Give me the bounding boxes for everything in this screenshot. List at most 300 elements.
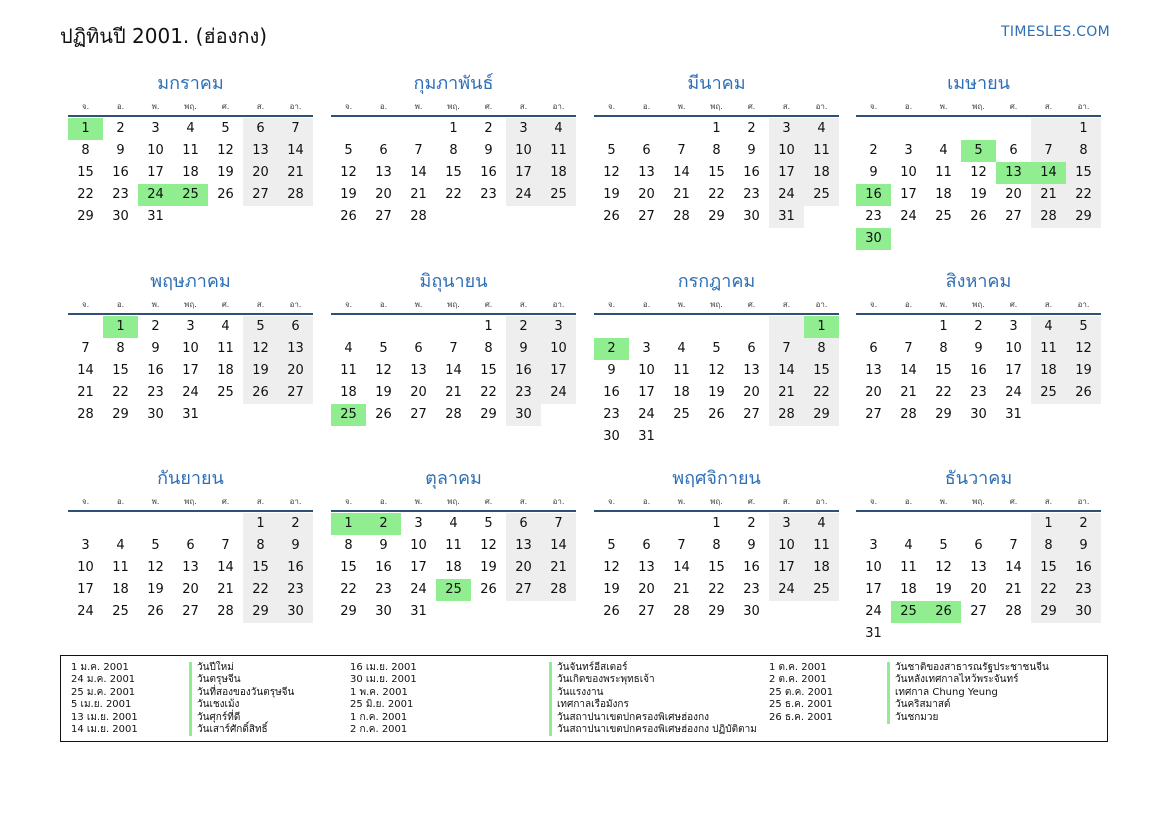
day-cell[interactable]: 14: [673, 165, 690, 180]
day-cell[interactable]: 25: [541, 184, 576, 206]
day-cell[interactable]: 5: [607, 143, 616, 158]
day-cell[interactable]: 28: [1005, 604, 1022, 619]
day-cell[interactable]: 23: [480, 187, 497, 202]
day-cell[interactable]: 10: [769, 140, 804, 162]
day-cell[interactable]: 7: [541, 513, 576, 535]
day-cell[interactable]: 23: [147, 385, 164, 400]
day-cell[interactable]: 3: [642, 341, 651, 356]
day-cell[interactable]: 20: [638, 582, 655, 597]
day-cell[interactable]: 4: [541, 118, 576, 140]
day-cell[interactable]: 16: [278, 557, 313, 579]
day-cell[interactable]: 2: [484, 121, 493, 136]
day-cell[interactable]: 3: [769, 118, 804, 140]
day-cell[interactable]: 11: [445, 538, 462, 553]
day-cell[interactable]: 20: [410, 385, 427, 400]
day-cell[interactable]: 22: [340, 582, 357, 597]
day-cell[interactable]: 18: [1031, 360, 1066, 382]
day-cell[interactable]: 26: [708, 407, 725, 422]
day-cell[interactable]: 18: [182, 165, 199, 180]
day-cell[interactable]: 9: [151, 341, 160, 356]
day-cell[interactable]: 24: [638, 407, 655, 422]
day-cell[interactable]: 6: [243, 118, 278, 140]
day-cell[interactable]: 17: [638, 385, 655, 400]
day-cell[interactable]: 27: [182, 604, 199, 619]
day-cell[interactable]: 17: [410, 560, 427, 575]
day-cell[interactable]: 5: [607, 538, 616, 553]
day-cell[interactable]: 28: [673, 604, 690, 619]
day-cell[interactable]: 14: [217, 560, 234, 575]
holiday-day-cell[interactable]: 2: [366, 513, 401, 535]
day-cell[interactable]: 8: [712, 538, 721, 553]
day-cell[interactable]: 3: [1009, 319, 1018, 334]
day-cell[interactable]: 18: [673, 385, 690, 400]
day-cell[interactable]: 18: [217, 363, 234, 378]
day-cell[interactable]: 26: [970, 209, 987, 224]
day-cell[interactable]: 29: [708, 209, 725, 224]
day-cell[interactable]: 12: [603, 165, 620, 180]
day-cell[interactable]: 12: [217, 143, 234, 158]
day-cell[interactable]: 3: [81, 538, 90, 553]
day-cell[interactable]: 23: [278, 579, 313, 601]
day-cell[interactable]: 21: [445, 385, 462, 400]
day-cell[interactable]: 24: [182, 385, 199, 400]
day-cell[interactable]: 12: [970, 165, 987, 180]
day-cell[interactable]: 27: [243, 184, 278, 206]
day-cell[interactable]: 24: [1005, 385, 1022, 400]
day-cell[interactable]: 7: [677, 143, 686, 158]
day-cell[interactable]: 9: [1066, 535, 1101, 557]
day-cell[interactable]: 11: [112, 560, 129, 575]
day-cell[interactable]: 13: [970, 560, 987, 575]
day-cell[interactable]: 28: [900, 407, 917, 422]
holiday-day-cell[interactable]: 14: [1031, 162, 1066, 184]
day-cell[interactable]: 11: [804, 535, 839, 557]
day-cell[interactable]: 1: [712, 516, 721, 531]
day-cell[interactable]: 29: [708, 604, 725, 619]
day-cell[interactable]: 20: [638, 187, 655, 202]
day-cell[interactable]: 10: [1005, 341, 1022, 356]
day-cell[interactable]: 20: [243, 162, 278, 184]
day-cell[interactable]: 11: [900, 560, 917, 575]
day-cell[interactable]: 19: [480, 560, 497, 575]
day-cell[interactable]: 20: [1005, 187, 1022, 202]
day-cell[interactable]: 16: [375, 560, 392, 575]
day-cell[interactable]: 16: [970, 363, 987, 378]
day-cell[interactable]: 8: [804, 338, 839, 360]
day-cell[interactable]: 18: [804, 557, 839, 579]
day-cell[interactable]: 25: [804, 579, 839, 601]
holiday-day-cell[interactable]: 16: [856, 184, 891, 206]
holiday-day-cell[interactable]: 1: [804, 316, 839, 338]
day-cell[interactable]: 21: [410, 187, 427, 202]
day-cell[interactable]: 23: [506, 382, 541, 404]
day-cell[interactable]: 20: [970, 582, 987, 597]
day-cell[interactable]: 11: [673, 363, 690, 378]
day-cell[interactable]: 4: [677, 341, 686, 356]
day-cell[interactable]: 8: [116, 341, 125, 356]
day-cell[interactable]: 28: [769, 404, 804, 426]
day-cell[interactable]: 18: [935, 187, 952, 202]
day-cell[interactable]: 11: [182, 143, 199, 158]
day-cell[interactable]: 31: [865, 626, 882, 641]
day-cell[interactable]: 24: [900, 209, 917, 224]
day-cell[interactable]: 14: [77, 363, 94, 378]
day-cell[interactable]: 10: [900, 165, 917, 180]
day-cell[interactable]: 24: [77, 604, 94, 619]
day-cell[interactable]: 2: [1066, 513, 1101, 535]
day-cell[interactable]: 20: [506, 557, 541, 579]
day-cell[interactable]: 15: [804, 360, 839, 382]
day-cell[interactable]: 1: [484, 319, 493, 334]
holiday-day-cell[interactable]: 1: [68, 118, 103, 140]
day-cell[interactable]: 29: [77, 209, 94, 224]
day-cell[interactable]: 5: [221, 121, 230, 136]
day-cell[interactable]: 24: [769, 184, 804, 206]
day-cell[interactable]: 4: [449, 516, 458, 531]
day-cell[interactable]: 25: [112, 604, 129, 619]
day-cell[interactable]: 24: [541, 382, 576, 404]
day-cell[interactable]: 14: [410, 165, 427, 180]
day-cell[interactable]: 18: [541, 162, 576, 184]
day-cell[interactable]: 25: [673, 407, 690, 422]
day-cell[interactable]: 27: [278, 382, 313, 404]
day-cell[interactable]: 28: [217, 604, 234, 619]
day-cell[interactable]: 5: [484, 516, 493, 531]
day-cell[interactable]: 6: [278, 316, 313, 338]
holiday-day-cell[interactable]: 25: [331, 404, 366, 426]
holiday-day-cell[interactable]: 1: [331, 513, 366, 535]
day-cell[interactable]: 14: [673, 560, 690, 575]
day-cell[interactable]: 5: [939, 538, 948, 553]
day-cell[interactable]: 2: [974, 319, 983, 334]
day-cell[interactable]: 3: [869, 538, 878, 553]
day-cell[interactable]: 30: [743, 209, 760, 224]
day-cell[interactable]: 4: [939, 143, 948, 158]
day-cell[interactable]: 27: [410, 407, 427, 422]
day-cell[interactable]: 26: [603, 604, 620, 619]
day-cell[interactable]: 23: [1066, 579, 1101, 601]
day-cell[interactable]: 3: [186, 319, 195, 334]
day-cell[interactable]: 10: [77, 560, 94, 575]
holiday-day-cell[interactable]: 13: [996, 162, 1031, 184]
day-cell[interactable]: 2: [278, 513, 313, 535]
day-cell[interactable]: 26: [217, 187, 234, 202]
day-cell[interactable]: 21: [217, 582, 234, 597]
day-cell[interactable]: 31: [410, 604, 427, 619]
day-cell[interactable]: 15: [1031, 557, 1066, 579]
day-cell[interactable]: 13: [506, 535, 541, 557]
day-cell[interactable]: 7: [278, 118, 313, 140]
day-cell[interactable]: 29: [243, 601, 278, 623]
day-cell[interactable]: 18: [900, 582, 917, 597]
day-cell[interactable]: 19: [603, 187, 620, 202]
day-cell[interactable]: 23: [743, 582, 760, 597]
day-cell[interactable]: 19: [147, 582, 164, 597]
day-cell[interactable]: 15: [445, 165, 462, 180]
day-cell[interactable]: 19: [708, 385, 725, 400]
day-cell[interactable]: 3: [414, 516, 423, 531]
day-cell[interactable]: 30: [743, 604, 760, 619]
day-cell[interactable]: 25: [935, 209, 952, 224]
day-cell[interactable]: 27: [638, 209, 655, 224]
day-cell[interactable]: 12: [147, 560, 164, 575]
day-cell[interactable]: 16: [603, 385, 620, 400]
day-cell[interactable]: 4: [1031, 316, 1066, 338]
day-cell[interactable]: 9: [116, 143, 125, 158]
day-cell[interactable]: 4: [186, 121, 195, 136]
day-cell[interactable]: 15: [243, 557, 278, 579]
day-cell[interactable]: 28: [77, 407, 94, 422]
site-logo[interactable]: TIMESLES.COM: [1001, 24, 1110, 40]
day-cell[interactable]: 26: [375, 407, 392, 422]
day-cell[interactable]: 11: [340, 363, 357, 378]
day-cell[interactable]: 7: [81, 341, 90, 356]
day-cell[interactable]: 10: [410, 538, 427, 553]
day-cell[interactable]: 31: [638, 429, 655, 444]
day-cell[interactable]: 13: [182, 560, 199, 575]
day-cell[interactable]: 13: [243, 140, 278, 162]
day-cell[interactable]: 30: [506, 404, 541, 426]
day-cell[interactable]: 6: [642, 143, 651, 158]
day-cell[interactable]: 21: [278, 162, 313, 184]
day-cell[interactable]: 30: [1066, 601, 1101, 623]
day-cell[interactable]: 17: [769, 162, 804, 184]
day-cell[interactable]: 18: [112, 582, 129, 597]
day-cell[interactable]: 6: [506, 513, 541, 535]
day-cell[interactable]: 12: [340, 165, 357, 180]
day-cell[interactable]: 24: [410, 582, 427, 597]
day-cell[interactable]: 9: [747, 143, 756, 158]
day-cell[interactable]: 23: [743, 187, 760, 202]
day-cell[interactable]: 27: [865, 407, 882, 422]
day-cell[interactable]: 16: [1066, 557, 1101, 579]
day-cell[interactable]: 14: [278, 140, 313, 162]
day-cell[interactable]: 11: [804, 140, 839, 162]
day-cell[interactable]: 15: [112, 363, 129, 378]
day-cell[interactable]: 3: [541, 316, 576, 338]
day-cell[interactable]: 13: [743, 363, 760, 378]
day-cell[interactable]: 19: [935, 582, 952, 597]
day-cell[interactable]: 10: [541, 338, 576, 360]
holiday-day-cell[interactable]: 24: [138, 184, 173, 206]
day-cell[interactable]: 6: [186, 538, 195, 553]
day-cell[interactable]: 22: [1066, 184, 1101, 206]
day-cell[interactable]: 6: [379, 143, 388, 158]
day-cell[interactable]: 23: [603, 407, 620, 422]
day-cell[interactable]: 22: [708, 187, 725, 202]
day-cell[interactable]: 4: [116, 538, 125, 553]
day-cell[interactable]: 8: [243, 535, 278, 557]
day-cell[interactable]: 12: [1066, 338, 1101, 360]
day-cell[interactable]: 22: [480, 385, 497, 400]
day-cell[interactable]: 15: [480, 363, 497, 378]
day-cell[interactable]: 6: [1009, 143, 1018, 158]
day-cell[interactable]: 30: [970, 407, 987, 422]
day-cell[interactable]: 11: [217, 341, 234, 356]
day-cell[interactable]: 13: [865, 363, 882, 378]
day-cell[interactable]: 28: [673, 209, 690, 224]
day-cell[interactable]: 17: [506, 162, 541, 184]
day-cell[interactable]: 28: [445, 407, 462, 422]
holiday-day-cell[interactable]: 26: [926, 601, 961, 623]
day-cell[interactable]: 1: [449, 121, 458, 136]
day-cell[interactable]: 10: [865, 560, 882, 575]
day-cell[interactable]: 17: [541, 360, 576, 382]
day-cell[interactable]: 30: [112, 209, 129, 224]
day-cell[interactable]: 27: [1005, 209, 1022, 224]
day-cell[interactable]: 9: [974, 341, 983, 356]
day-cell[interactable]: 8: [1031, 535, 1066, 557]
day-cell[interactable]: 5: [243, 316, 278, 338]
day-cell[interactable]: 7: [221, 538, 230, 553]
day-cell[interactable]: 29: [935, 407, 952, 422]
day-cell[interactable]: 4: [344, 341, 353, 356]
day-cell[interactable]: 30: [278, 601, 313, 623]
holiday-day-cell[interactable]: 5: [961, 140, 996, 162]
holiday-day-cell[interactable]: 2: [594, 338, 629, 360]
day-cell[interactable]: 11: [541, 140, 576, 162]
day-cell[interactable]: 28: [278, 184, 313, 206]
day-cell[interactable]: 23: [970, 385, 987, 400]
day-cell[interactable]: 19: [243, 360, 278, 382]
day-cell[interactable]: 25: [217, 385, 234, 400]
day-cell[interactable]: 31: [769, 206, 804, 228]
day-cell[interactable]: 9: [379, 538, 388, 553]
day-cell[interactable]: 11: [1031, 338, 1066, 360]
day-cell[interactable]: 16: [506, 360, 541, 382]
day-cell[interactable]: 10: [147, 143, 164, 158]
day-cell[interactable]: 17: [900, 187, 917, 202]
day-cell[interactable]: 4: [804, 513, 839, 535]
day-cell[interactable]: 19: [970, 187, 987, 202]
holiday-day-cell[interactable]: 25: [891, 601, 926, 623]
day-cell[interactable]: 8: [1066, 140, 1101, 162]
day-cell[interactable]: 2: [747, 121, 756, 136]
day-cell[interactable]: 27: [970, 604, 987, 619]
day-cell[interactable]: 3: [904, 143, 913, 158]
day-cell[interactable]: 12: [603, 560, 620, 575]
day-cell[interactable]: 13: [278, 338, 313, 360]
day-cell[interactable]: 6: [414, 341, 423, 356]
day-cell[interactable]: 9: [869, 165, 878, 180]
day-cell[interactable]: 3: [506, 118, 541, 140]
day-cell[interactable]: 5: [1066, 316, 1101, 338]
day-cell[interactable]: 1: [243, 513, 278, 535]
day-cell[interactable]: 22: [804, 382, 839, 404]
day-cell[interactable]: 14: [769, 360, 804, 382]
day-cell[interactable]: 15: [708, 165, 725, 180]
day-cell[interactable]: 2: [151, 319, 160, 334]
day-cell[interactable]: 28: [410, 209, 427, 224]
day-cell[interactable]: 7: [414, 143, 423, 158]
day-cell[interactable]: 17: [147, 165, 164, 180]
day-cell[interactable]: 13: [410, 363, 427, 378]
day-cell[interactable]: 10: [182, 341, 199, 356]
holiday-day-cell[interactable]: 25: [173, 184, 208, 206]
day-cell[interactable]: 20: [865, 385, 882, 400]
day-cell[interactable]: 11: [935, 165, 952, 180]
day-cell[interactable]: 8: [344, 538, 353, 553]
day-cell[interactable]: 21: [769, 382, 804, 404]
day-cell[interactable]: 4: [221, 319, 230, 334]
day-cell[interactable]: 27: [375, 209, 392, 224]
day-cell[interactable]: 20: [182, 582, 199, 597]
day-cell[interactable]: 2: [869, 143, 878, 158]
day-cell[interactable]: 24: [865, 604, 882, 619]
day-cell[interactable]: 1: [1031, 513, 1066, 535]
day-cell[interactable]: 26: [603, 209, 620, 224]
day-cell[interactable]: 19: [603, 582, 620, 597]
day-cell[interactable]: 6: [747, 341, 756, 356]
day-cell[interactable]: 27: [638, 604, 655, 619]
day-cell[interactable]: 13: [638, 165, 655, 180]
day-cell[interactable]: 10: [638, 363, 655, 378]
day-cell[interactable]: 31: [1005, 407, 1022, 422]
day-cell[interactable]: 13: [638, 560, 655, 575]
day-cell[interactable]: 20: [278, 360, 313, 382]
day-cell[interactable]: 5: [344, 143, 353, 158]
day-cell[interactable]: 24: [506, 184, 541, 206]
day-cell[interactable]: 2: [116, 121, 125, 136]
day-cell[interactable]: 15: [935, 363, 952, 378]
day-cell[interactable]: 8: [712, 143, 721, 158]
day-cell[interactable]: 29: [1066, 206, 1101, 228]
day-cell[interactable]: 17: [769, 557, 804, 579]
day-cell[interactable]: 21: [673, 582, 690, 597]
day-cell[interactable]: 18: [340, 385, 357, 400]
day-cell[interactable]: 25: [1031, 382, 1066, 404]
day-cell[interactable]: 22: [112, 385, 129, 400]
day-cell[interactable]: 29: [340, 604, 357, 619]
day-cell[interactable]: 1: [1066, 118, 1101, 140]
day-cell[interactable]: 23: [865, 209, 882, 224]
day-cell[interactable]: 14: [900, 363, 917, 378]
day-cell[interactable]: 20: [743, 385, 760, 400]
day-cell[interactable]: 14: [541, 535, 576, 557]
day-cell[interactable]: 30: [375, 604, 392, 619]
day-cell[interactable]: 27: [743, 407, 760, 422]
day-cell[interactable]: 23: [375, 582, 392, 597]
day-cell[interactable]: 16: [743, 560, 760, 575]
day-cell[interactable]: 18: [445, 560, 462, 575]
day-cell[interactable]: 29: [480, 407, 497, 422]
day-cell[interactable]: 1: [939, 319, 948, 334]
day-cell[interactable]: 9: [607, 363, 616, 378]
day-cell[interactable]: 21: [900, 385, 917, 400]
day-cell[interactable]: 8: [939, 341, 948, 356]
day-cell[interactable]: 13: [375, 165, 392, 180]
day-cell[interactable]: 17: [865, 582, 882, 597]
day-cell[interactable]: 19: [1066, 360, 1101, 382]
day-cell[interactable]: 21: [77, 385, 94, 400]
day-cell[interactable]: 12: [480, 538, 497, 553]
holiday-day-cell[interactable]: 25: [436, 579, 471, 601]
day-cell[interactable]: 15: [340, 560, 357, 575]
holiday-day-cell[interactable]: 30: [856, 228, 891, 250]
day-cell[interactable]: 16: [147, 363, 164, 378]
day-cell[interactable]: 9: [484, 143, 493, 158]
day-cell[interactable]: 17: [1005, 363, 1022, 378]
holiday-day-cell[interactable]: 1: [103, 316, 138, 338]
day-cell[interactable]: 17: [182, 363, 199, 378]
day-cell[interactable]: 22: [77, 187, 94, 202]
day-cell[interactable]: 5: [151, 538, 160, 553]
day-cell[interactable]: 7: [769, 338, 804, 360]
day-cell[interactable]: 6: [642, 538, 651, 553]
day-cell[interactable]: 26: [480, 582, 497, 597]
day-cell[interactable]: 16: [112, 165, 129, 180]
day-cell[interactable]: 30: [603, 429, 620, 444]
